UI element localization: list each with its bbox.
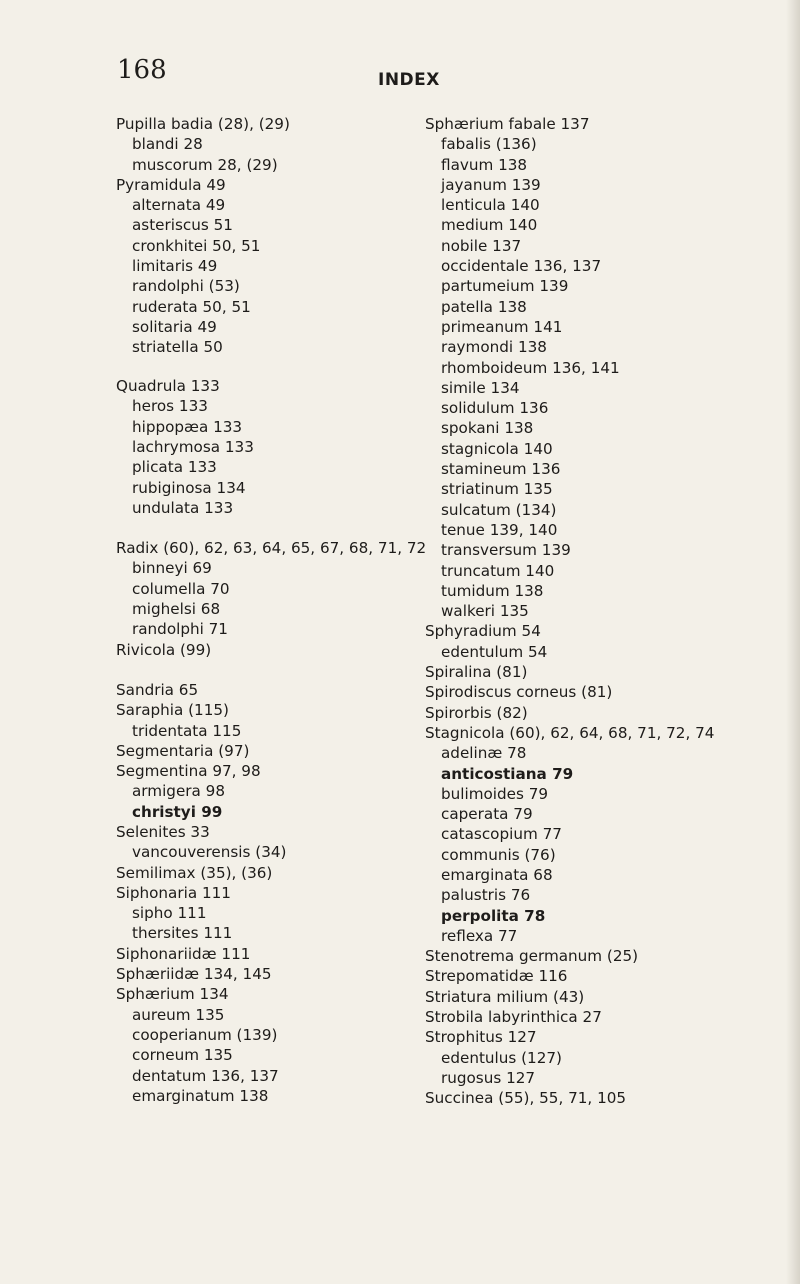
index-entry: Sphæriidæ 134, 145 [116,965,272,984]
index-subentry: partumeium 139 [441,277,569,296]
index-subentry: cooperianum (139) [132,1025,278,1044]
index-entry: Sphærium 134 [116,985,229,1004]
index-subentry: edentulum 54 [441,642,548,661]
index-entry: Radix (60), 62, 63, 64, 65, 67, 68, 71, 72 [116,539,427,558]
index-entry: Segmentaria (97) [116,741,250,760]
index-subentry: blandi 28 [132,135,203,154]
index-subentry: asteriscus 51 [132,216,233,235]
index-subentry: spokani 138 [441,419,534,438]
index-subentry: edentulus (127) [441,1048,562,1067]
section-gap [116,518,476,538]
index-entry: Spiralina (81) [425,663,528,682]
index-subentry: stagnicola 140 [441,439,553,458]
index-entry: Strophitus 127 [425,1028,537,1047]
index-entry: Strobila labyrinthica 27 [425,1008,602,1027]
index-subentry: palustris 76 [441,886,531,905]
index-entry: Spirodiscus corneus (81) [425,683,613,702]
index-subentry: rugosus 127 [441,1068,536,1087]
index-entry: Sphyradium 54 [425,622,541,641]
index-entry: Segmentina 97, 98 [116,762,261,781]
index-entry: Saraphia (115) [116,701,229,720]
index-subentry: adelinæ 78 [441,744,527,763]
index-subentry: muscorum 28, (29) [132,155,278,174]
index-subentry: armigera 98 [132,782,225,801]
index-subentry: primeanum 141 [441,317,563,336]
index-subentry: striatinum 135 [441,480,553,499]
index-entry: Strepomatidæ 116 [425,967,568,986]
index-entry: Quadrula 133 [116,377,220,396]
index-subentry: columella 70 [132,579,230,598]
index-subentry: communis (76) [441,845,556,864]
index-subentry: heros 133 [132,397,208,416]
index-subentry: vancouverensis (34) [132,843,287,862]
index-subentry: caperata 79 [441,805,533,824]
index-subentry: thersites 111 [132,924,233,943]
index-subentry: alternata 49 [132,196,226,215]
index-subentry: tumidum 138 [441,581,544,600]
index-subentry: perpolita 78 [441,906,546,925]
index-subentry: emarginatum 138 [132,1086,269,1105]
index-subentry: limitaris 49 [132,257,218,276]
index-subentry: tridentata 115 [132,721,242,740]
index-entry: Siphonariidæ 111 [116,944,251,963]
index-subentry: reflexa 77 [441,926,518,945]
index-subentry: rubiginosa 134 [132,478,246,497]
index-subentry: tenue 139, 140 [441,520,558,539]
index-entry: Rivicola (99) [116,640,212,659]
index-subentry: anticostiana 79 [441,764,574,783]
index-subentry: lachrymosa 133 [132,437,254,456]
index-entry: Succinea (55), 55, 71, 105 [425,1089,627,1108]
index-subentry: randolphi 71 [132,620,228,639]
index-column-left [116,114,476,1106]
index-subentry: nobile 137 [441,236,522,255]
index-subentry: walkeri 135 [441,602,529,621]
index-subentry: catascopium 77 [441,825,562,844]
index-entry: Stenotrema germanum (25) [425,947,639,966]
index-subentry: binneyi 69 [132,559,212,578]
index-subentry: medium 140 [441,216,538,235]
index-subentry: aureum 135 [132,1005,225,1024]
page-number: 168 [117,55,167,85]
index-subentry: solidulum 136 [441,399,549,418]
section-gap [116,358,476,377]
index-subentry: stamineum 136 [441,460,561,479]
index-entry: Striatura milium (43) [425,987,585,1006]
index-subentry: mighelsi 68 [132,600,221,619]
index-subentry: dentatum 136, 137 [132,1066,279,1085]
index-subentry: corneum 135 [132,1046,233,1065]
index-subentry: fabalis (136) [441,135,537,154]
index-subentry: jayanum 139 [441,175,541,194]
section-gap [116,660,476,680]
index-entry: Selenites 33 [116,823,210,841]
index-subentry: plicata 133 [132,458,217,477]
index-subentry: patella 138 [441,297,527,316]
index-subentry: bulimoides 79 [441,784,549,803]
index-subentry: truncatum 140 [441,561,555,580]
index-subentry: randolphi (53) [132,277,240,296]
index-subentry: undulata 133 [132,498,234,517]
index-subentry: christyi 99 [132,802,223,821]
index-entry: Pupilla badia (28), (29) [116,115,290,133]
index-entry: Pyramidula 49 [116,175,226,194]
index-subentry: ruderata 50, 51 [132,297,251,316]
index-subentry: flavum 138 [441,155,528,174]
index-subentry: occidentale 136, 137 [441,257,602,276]
index-subentry: emarginata 68 [441,865,553,884]
index-subentry: lenticula 140 [441,196,540,215]
index-subentry: striatella 50 [132,338,223,357]
index-subentry: sipho 111 [132,904,207,923]
index-subentry: simile 134 [441,378,520,397]
page-header: INDEX [378,70,440,90]
index-entry: Sphærium fabale 137 [425,115,590,133]
index-subentry: transversum 139 [441,541,571,560]
index-subentry: rhomboideum 136, 141 [441,358,620,377]
index-entry: Siphonaria 111 [116,883,231,902]
index-subentry: solitaria 49 [132,317,217,336]
index-subentry: raymondi 138 [441,338,547,357]
index-entry: Spirorbis (82) [425,703,528,722]
index-column-right [425,114,795,1109]
index-subentry: cronkhitei 50, 51 [132,236,261,255]
index-subentry: sulcatum (134) [441,500,557,519]
index-subentry: hippopæa 133 [132,417,243,436]
index-entry: Stagnicola (60), 62, 64, 68, 71, 72, 74 [425,723,715,742]
index-entry: Semilimax (35), (36) [116,863,273,882]
index-entry: Sandria 65 [116,680,199,699]
